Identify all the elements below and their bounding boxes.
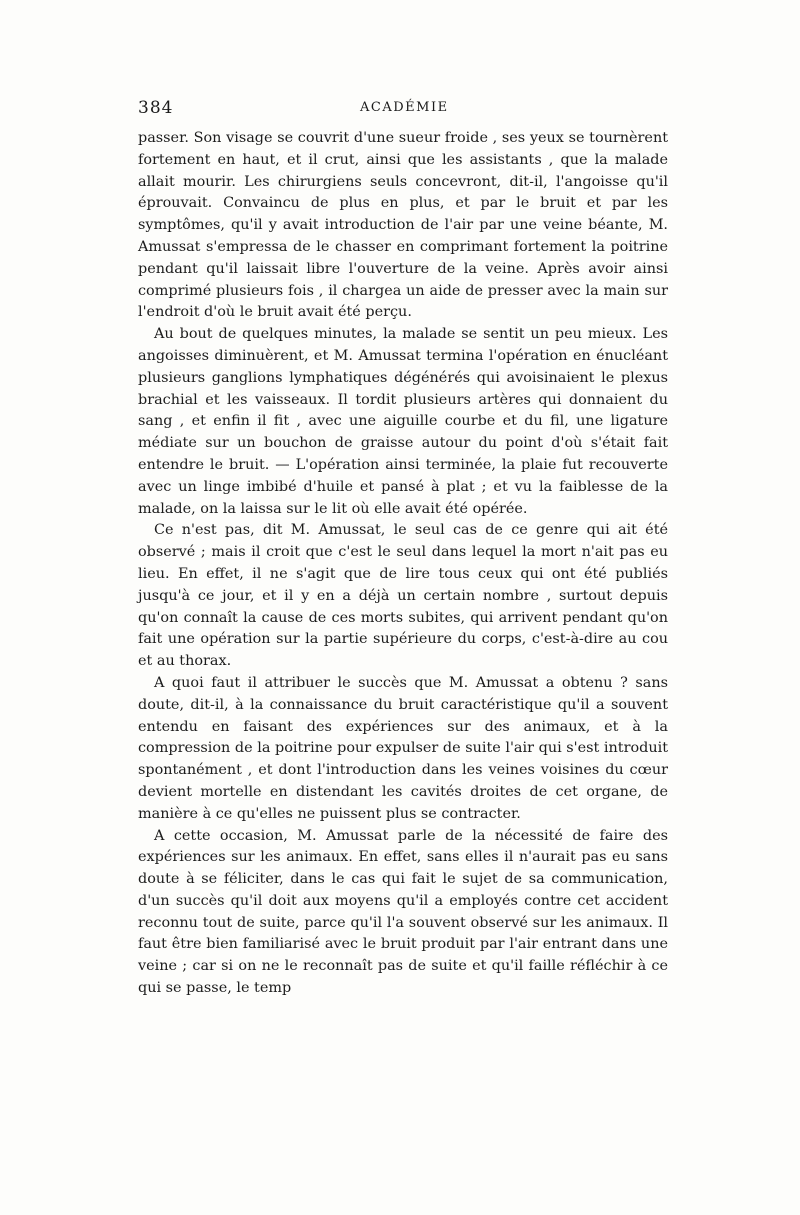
- paragraph-4: A quoi faut il attribuer le succès que M. Amussat a obtenu ? sans doute, dit-il, à la connaissance du bruit caractéristique qu'il a souvent entendu en faisant des expériences sur des animaux, et à la compression de la poitrine pour expulser de suite l'air qui s'est introduit spontanément , et dont l'introduction dans les veines voisines du cœur devient mortelle en distendant les cavités droites de cet organe, de manière à ce qu'elles ne puissent plus se contracter.: [138, 674, 668, 822]
- page-number: 384: [138, 98, 174, 118]
- paragraph-3: Ce n'est pas, dit M. Amussat, le seul cas de ce genre qui ait été observé ; mais il croit que c'est le seul dans lequel la mort n'ait pas eu lieu. En effet, il ne s'agit que de lire tous ceux qui ont été publiés jusqu'à ce jour, et il y en a déjà un certain nombre , surtout depuis qu'on connaît la cause de ces morts subites, qui arrivent pendant qu'on fait une opération sur la partie supérieure du corps, c'est-à-dire au cou et au thorax.: [138, 522, 668, 670]
- body-text: [138, 128, 668, 1000]
- page-header: [138, 98, 668, 122]
- paragraph-5: A cette occasion, M. Amussat parle de la nécessité de faire des expériences sur les animaux. En effet, sans elles il n'aurait pas eu sans doute à se féliciter, dans le cas qui fait le sujet de sa communication, d'un succès qu'il doit aux moyens qu'il a employés contre cet accident reconnu tout de suite, parce qu'il l'a souvent observé sur les animaux. Il faut être bien familiarisé avec le bruit produit par l'air entrant dans une veine ; car si on ne le reconnaît pas de suite et qu'il faille réfléchir à ce qui se passe, le temp: [138, 827, 668, 997]
- running-head: ACADÉMIE: [360, 100, 449, 115]
- paragraph-2: Au bout de quelques minutes, la malade se sentit un peu mieux. Les angoisses diminuèrent, et M. Amussat termina l'opération en énucléant plusieurs ganglions lymphatiques dégénérés qui avoisinaient le plexus brachial et les vaisseaux. Il tordit plusieurs artères qui donnaient du sang , et enfin il fit , avec une aiguille courbe et du fil, une ligature médiate sur un bouchon de graisse autour du point d'où s'était fait entendre le bruit. — L'opération ainsi terminée, la plaie fut recouverte avec un linge imbibé d'huile et pansé à plat ; et vu la faiblesse de la malade, on la laissa sur le lit où elle avait été opérée.: [138, 326, 668, 517]
- paragraph-1: passer. Son visage se couvrit d'une sueur froide , ses yeux se tournèrent fortement en haut, et il crut, ainsi que les assistants , que la malade allait mourir. Les chirurgiens seuls concevront, dit-il, l'angoisse qu'il éprouvait. Convaincu de plus en plus, et par le bruit et par les symptômes, qu'il y avait introduction de l'air par une veine béante, M. Amussat s'empressa de le chasser en comprimant fortement la poitrine pendant qu'il laissait libre l'ouverture de la veine. Après avoir ainsi comprimé plusieurs fois , il chargea un aide de presser avec la main sur l'endroit d'où le bruit avait été perçu.: [138, 130, 668, 321]
